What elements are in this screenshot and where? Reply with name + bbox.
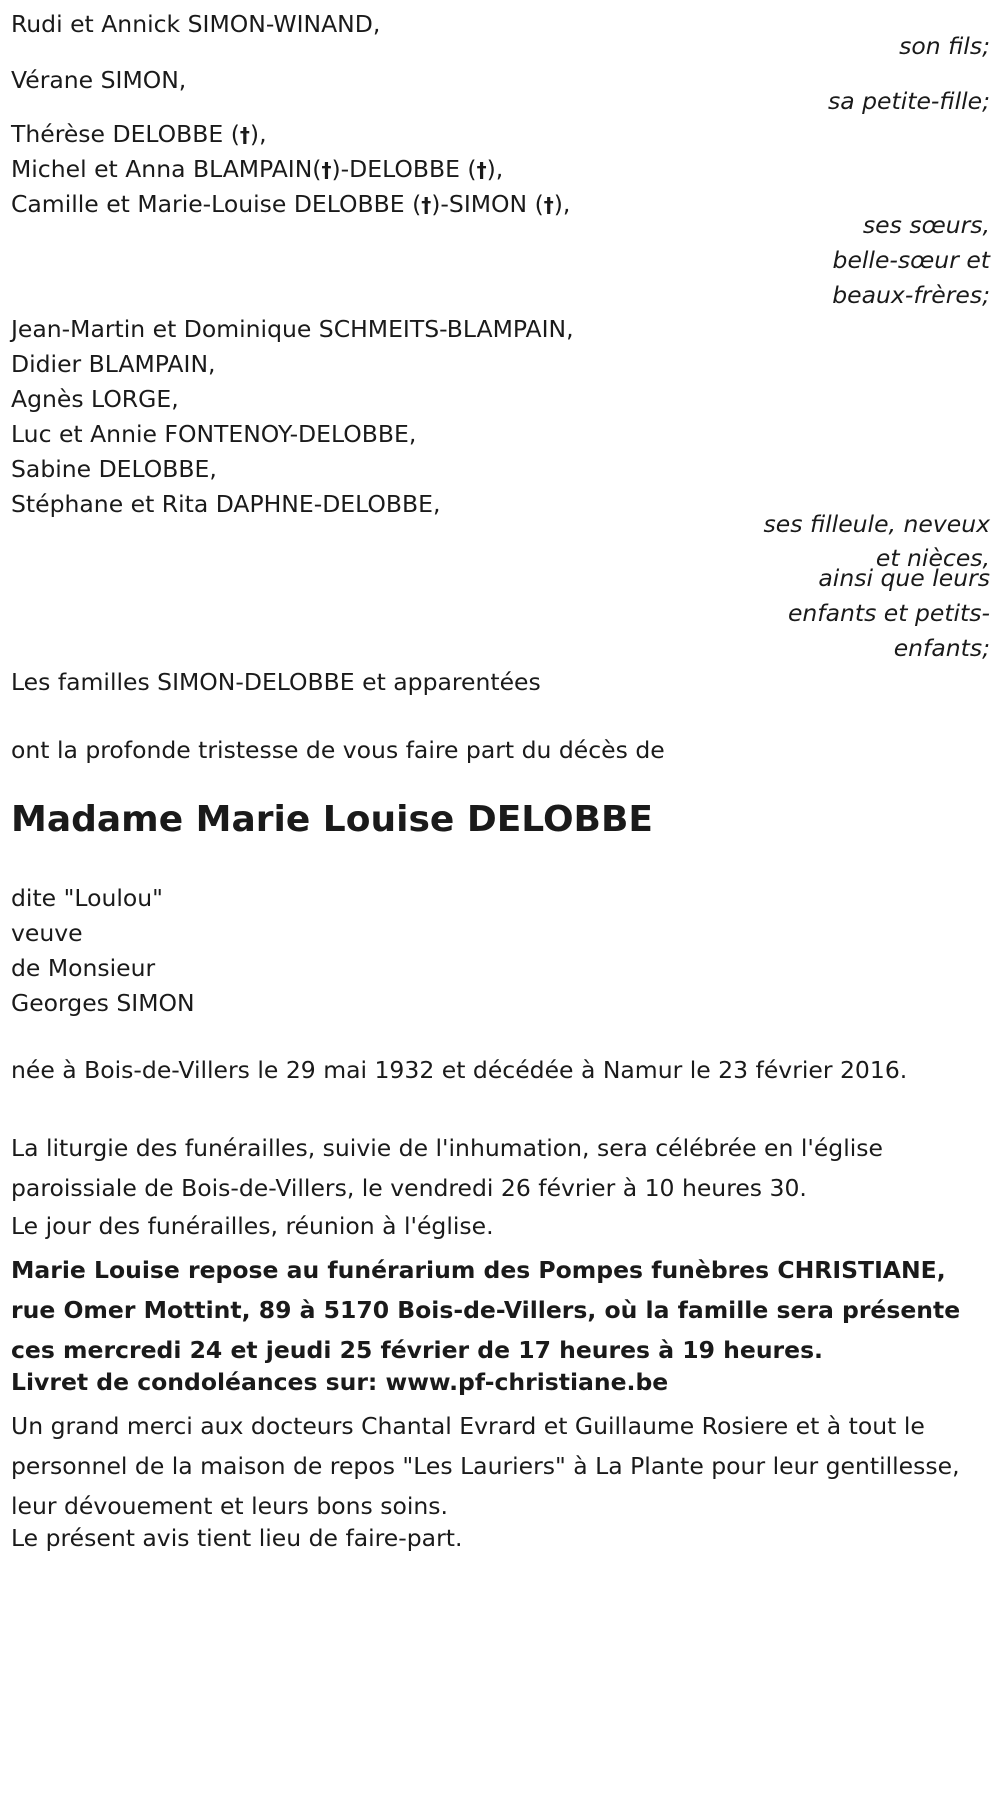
sibling-3-text-c: ), — [553, 190, 571, 218]
liturgy-paragraph: La liturgie des funérailles, suivie de l'inhumation, sera célébrée en l'église paroissiale de Bois-de-Villers, le vendredi 26 février à 10 heures 30. — [11, 1134, 883, 1202]
deceased-of-mr: de Monsieur — [11, 954, 156, 982]
family-granddaughter: Vérane SIMON, — [11, 66, 187, 94]
family-nephew-3: Agnès LORGE, — [11, 385, 179, 413]
sibling-2-text-b: )-DELOBBE ( — [331, 155, 477, 183]
relation-nephews-5: enfants; — [893, 634, 990, 662]
relation-siblings-3: beaux-frères; — [832, 281, 990, 309]
families-line: Les familles SIMON-DELOBBE et apparentées — [11, 668, 541, 696]
birth-death-paragraph: née à Bois-de-Villers le 29 mai 1932 et décédée à Namur le 23 février 2016. — [11, 1056, 908, 1084]
sibling-2-text-a: Michel et Anna BLAMPAIN( — [11, 155, 322, 183]
family-nephew-4: Luc et Annie FONTENOY-DELOBBE, — [11, 420, 417, 448]
sibling-3-text-b: )-SIMON ( — [431, 190, 544, 218]
deceased-husband: Georges SIMON — [11, 989, 195, 1017]
deceased-nickname: dite "Loulou" — [11, 884, 163, 912]
sibling-1-text-a: Thérèse DELOBBE ( — [11, 120, 240, 148]
family-son: Rudi et Annick SIMON-WINAND, — [11, 10, 381, 38]
relation-nephews-2: et nièces, — [875, 544, 990, 572]
cross-symbol: † — [321, 158, 332, 182]
sibling-1-text-b: ), — [249, 120, 267, 148]
thanks-paragraph: Un grand merci aux docteurs Chantal Evrard et Guillaume Rosiere et à tout le personnel de la maison de repos "Les Lauriers" à La Plante pour leur gentillesse, leur dévouement et leurs bons soins. — [11, 1412, 960, 1520]
deceased-name: Madame Marie Louise DELOBBE — [11, 799, 654, 840]
cross-symbol: † — [421, 193, 432, 217]
family-sibling-1 — [11, 120, 267, 148]
family-sibling-3 — [11, 190, 570, 218]
relation-siblings-2: belle-sœur et — [832, 246, 990, 274]
family-nephew-1: Jean-Martin et Dominique SCHMEITS-BLAMPAIN, — [11, 315, 574, 343]
sibling-2-text-c: ), — [486, 155, 504, 183]
sibling-3-text-a: Camille et Marie-Louise DELOBBE ( — [11, 190, 422, 218]
announcement-text: ont la profonde tristesse de vous faire part du décès de — [11, 736, 665, 764]
relation-granddaughter: sa petite-fille; — [828, 87, 990, 115]
relation-nephews-3: ainsi que leurs — [818, 564, 990, 592]
family-nephew-2: Didier BLAMPAIN, — [11, 350, 216, 378]
funerarium-paragraph: Marie Louise repose au funérarium des Pompes funèbres CHRISTIANE, rue Omer Mottint, 89 à 5170 Bois-de-Villers, où la famille sera présente ces mercredi 24 et jeudi 25 février de 17 heures à 19 heures. — [11, 1256, 961, 1364]
cross-symbol: † — [476, 158, 487, 182]
relation-nephews-4: enfants et petits- — [787, 599, 990, 627]
meeting-paragraph: Le jour des funérailles, réunion à l'église. — [11, 1212, 494, 1240]
family-nephew-5: Sabine DELOBBE, — [11, 455, 217, 483]
cross-symbol: † — [543, 193, 554, 217]
cross-symbol: † — [239, 123, 250, 147]
closing-paragraph: Le présent avis tient lieu de faire-part. — [11, 1524, 463, 1552]
deceased-widow: veuve — [11, 919, 83, 947]
family-nephew-6: Stéphane et Rita DAPHNE-DELOBBE, — [11, 490, 441, 518]
condolences-paragraph: Livret de condoléances sur: www.pf-christiane.be — [11, 1368, 669, 1396]
relation-son: son fils; — [899, 32, 990, 60]
relation-siblings-1: ses sœurs, — [862, 211, 990, 239]
relation-nephews-1: ses filleule, neveux — [763, 510, 990, 538]
family-sibling-2 — [11, 155, 503, 183]
